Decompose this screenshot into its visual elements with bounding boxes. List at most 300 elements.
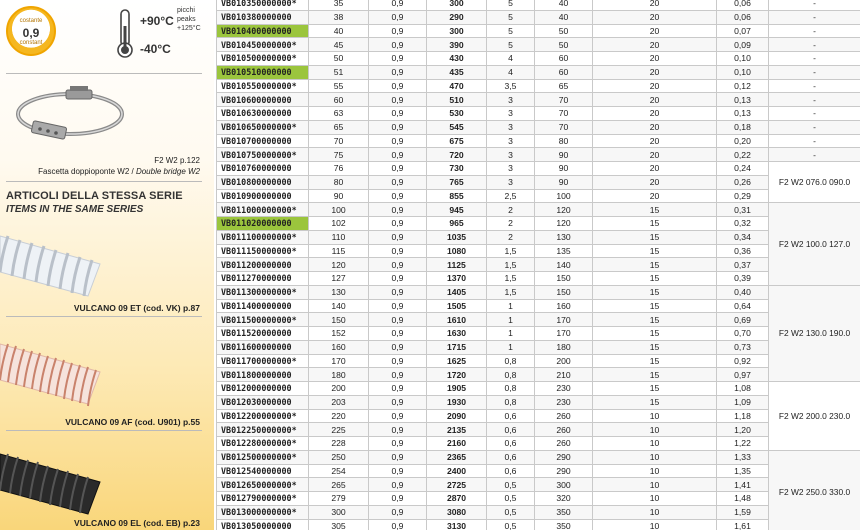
cell-wall-thickness: 0,9 <box>369 423 427 437</box>
cell-wall-thickness: 0,9 <box>369 492 427 506</box>
table-row[interactable] <box>217 505 860 519</box>
divider <box>6 181 202 182</box>
cell-mass: 0,10 <box>717 52 769 66</box>
table-row[interactable] <box>217 327 860 341</box>
cell-vacuum: 180 <box>535 340 593 354</box>
cell-pressure: 20 <box>593 52 717 66</box>
cell-wall-thickness: 0,9 <box>369 327 427 341</box>
cell-clamp-reference: - <box>769 24 860 38</box>
cell-vacuum: 230 <box>535 382 593 396</box>
table-row[interactable] <box>217 519 860 530</box>
cell-bend-radius: 0,5 <box>487 478 535 492</box>
cell-bend-radius: 3 <box>487 120 535 134</box>
cell-bend-radius: 0,6 <box>487 423 535 437</box>
table-row[interactable] <box>217 423 860 437</box>
table-row[interactable] <box>217 148 860 162</box>
cell-product-code[interactable]: VB011520000000 <box>217 327 309 341</box>
cell-product-code[interactable]: VB011700000000* <box>217 354 309 368</box>
cell-wall-thickness: 0,9 <box>369 354 427 368</box>
cell-vacuum: 90 <box>535 175 593 189</box>
cell-bend-radius: 5 <box>487 38 535 52</box>
cell-mass: 0,13 <box>717 93 769 107</box>
cell-vacuum: 100 <box>535 189 593 203</box>
table-row[interactable] <box>217 10 860 24</box>
hose-label-black[interactable]: VULCANO 09 EL (cod. EB) p.23 <box>74 518 200 528</box>
cell-vacuum: 65 <box>535 79 593 93</box>
table-row[interactable] <box>217 230 860 244</box>
cell-diameter: 60 <box>309 93 369 107</box>
cell-product-code[interactable]: VB011400000000 <box>217 299 309 313</box>
cell-bend-radius: 1 <box>487 299 535 313</box>
cell-pressure: 15 <box>593 203 717 217</box>
cell-diameter: 40 <box>309 24 369 38</box>
cell-pressure: 20 <box>593 107 717 121</box>
cell-clamp-reference: - <box>769 134 860 148</box>
cell-pressure: 15 <box>593 354 717 368</box>
cell-diameter: 55 <box>309 79 369 93</box>
cell-product-code[interactable]: VB010500000000* <box>217 52 309 66</box>
cell-product-code[interactable]: VB011270000000 <box>217 272 309 286</box>
cell-pressure: 10 <box>593 450 717 464</box>
cell-vacuum: 130 <box>535 230 593 244</box>
cell-pressure: 20 <box>593 79 717 93</box>
cell-weight: 510 <box>427 93 487 107</box>
cell-vacuum: 320 <box>535 492 593 506</box>
cell-diameter: 51 <box>309 65 369 79</box>
table-row[interactable] <box>217 93 860 107</box>
cell-weight: 945 <box>427 203 487 217</box>
table-row[interactable] <box>217 354 860 368</box>
cell-product-code[interactable]: VB013000000000* <box>217 505 309 519</box>
cell-wall-thickness: 0,9 <box>369 519 427 530</box>
table-row[interactable] <box>217 492 860 506</box>
cell-product-code[interactable]: VB010760000000 <box>217 162 309 176</box>
cell-weight: 3080 <box>427 505 487 519</box>
hose-image-pink <box>0 330 110 410</box>
cell-vacuum: 170 <box>535 327 593 341</box>
cell-bend-radius: 1,5 <box>487 244 535 258</box>
cell-diameter: 35 <box>309 0 369 10</box>
cell-clamp-reference: F2 W2 076.0 090.0 <box>769 162 860 203</box>
table-row[interactable] <box>217 65 860 79</box>
cell-diameter: 200 <box>309 382 369 396</box>
cell-mass: 0,09 <box>717 38 769 52</box>
cell-mass: 1,41 <box>717 478 769 492</box>
cell-pressure: 20 <box>593 10 717 24</box>
cell-mass: 1,18 <box>717 409 769 423</box>
product-table <box>216 0 860 530</box>
cell-mass: 0,26 <box>717 175 769 189</box>
cell-diameter: 300 <box>309 505 369 519</box>
cell-wall-thickness: 0,9 <box>369 340 427 354</box>
cell-bend-radius: 4 <box>487 52 535 66</box>
cell-product-code[interactable]: VB012650000000* <box>217 478 309 492</box>
clamp-code: F2 W2 p.122 <box>154 156 200 165</box>
cell-vacuum: 120 <box>535 217 593 231</box>
table-row[interactable] <box>217 272 860 286</box>
cell-product-code[interactable]: VB012540000000 <box>217 464 309 478</box>
cell-mass: 0,12 <box>717 79 769 93</box>
cell-diameter: 63 <box>309 107 369 121</box>
hose-image-black <box>0 440 110 520</box>
cell-mass: 1,59 <box>717 505 769 519</box>
cell-mass: 0,40 <box>717 285 769 299</box>
cell-product-code[interactable]: VB012030000000 <box>217 395 309 409</box>
cell-vacuum: 230 <box>535 395 593 409</box>
cell-pressure: 10 <box>593 478 717 492</box>
cell-vacuum: 200 <box>535 354 593 368</box>
cell-mass: 0,64 <box>717 299 769 313</box>
cell-mass: 0,07 <box>717 24 769 38</box>
cell-weight: 1370 <box>427 272 487 286</box>
badge-bottom-label: constant <box>19 40 43 46</box>
cell-mass: 1,35 <box>717 464 769 478</box>
cell-weight: 300 <box>427 24 487 38</box>
cell-product-code[interactable]: VB012790000000* <box>217 492 309 506</box>
cell-weight: 530 <box>427 107 487 121</box>
cell-product-code[interactable]: VB013050000000 <box>217 519 309 530</box>
divider <box>6 430 202 431</box>
cell-clamp-reference: - <box>769 38 860 52</box>
cell-weight: 1080 <box>427 244 487 258</box>
cell-wall-thickness: 0,9 <box>369 162 427 176</box>
cell-pressure: 15 <box>593 313 717 327</box>
cell-mass: 0,70 <box>717 327 769 341</box>
table-row[interactable] <box>217 120 860 134</box>
temp-max: +90°C <box>140 14 174 28</box>
cell-diameter: 180 <box>309 368 369 382</box>
cell-product-code[interactable]: VB011200000000 <box>217 258 309 272</box>
cell-pressure: 20 <box>593 65 717 79</box>
cell-product-code[interactable]: VB011100000000* <box>217 230 309 244</box>
cell-pressure: 10 <box>593 492 717 506</box>
cell-weight: 2135 <box>427 423 487 437</box>
cell-clamp-reference: - <box>769 120 860 134</box>
cell-mass: 1,22 <box>717 437 769 451</box>
cell-wall-thickness: 0,9 <box>369 244 427 258</box>
cell-diameter: 70 <box>309 134 369 148</box>
table-row[interactable] <box>217 38 860 52</box>
cell-product-code[interactable]: VB010900000000 <box>217 189 309 203</box>
cell-weight: 290 <box>427 10 487 24</box>
thickness-badge <box>6 6 56 56</box>
cell-pressure: 10 <box>593 519 717 530</box>
cell-weight: 855 <box>427 189 487 203</box>
cell-weight: 1930 <box>427 395 487 409</box>
cell-vacuum: 90 <box>535 162 593 176</box>
cell-wall-thickness: 0,9 <box>369 189 427 203</box>
cell-wall-thickness: 0,9 <box>369 285 427 299</box>
cell-diameter: 110 <box>309 230 369 244</box>
table-row[interactable] <box>217 134 860 148</box>
cell-diameter: 228 <box>309 437 369 451</box>
cell-vacuum: 260 <box>535 437 593 451</box>
cell-mass: 0,97 <box>717 368 769 382</box>
cell-pressure: 10 <box>593 505 717 519</box>
cell-diameter: 75 <box>309 148 369 162</box>
table-row[interactable] <box>217 175 860 189</box>
cell-mass: 0,34 <box>717 230 769 244</box>
cell-bend-radius: 1 <box>487 327 535 341</box>
cell-bend-radius: 1,5 <box>487 285 535 299</box>
cell-product-code[interactable]: VB010750000000* <box>217 148 309 162</box>
cell-product-code[interactable]: VB010400000000 <box>217 24 309 38</box>
cell-pressure: 15 <box>593 395 717 409</box>
cell-bend-radius: 1,5 <box>487 272 535 286</box>
cell-bend-radius: 3 <box>487 148 535 162</box>
cell-mass: 0,32 <box>717 217 769 231</box>
cell-vacuum: 60 <box>535 65 593 79</box>
cell-product-code[interactable]: VB011800000000 <box>217 368 309 382</box>
cell-weight: 1715 <box>427 340 487 354</box>
cell-pressure: 10 <box>593 409 717 423</box>
badge-value: 0,9 <box>22 26 40 40</box>
table-row[interactable] <box>217 437 860 451</box>
table-row[interactable] <box>217 24 860 38</box>
cell-product-code[interactable]: VB010650000000* <box>217 120 309 134</box>
cell-diameter: 80 <box>309 175 369 189</box>
divider <box>6 316 202 317</box>
table-row[interactable] <box>217 217 860 231</box>
cell-product-code[interactable]: VB012280000000* <box>217 437 309 451</box>
table-row[interactable] <box>217 478 860 492</box>
cell-mass: 0,29 <box>717 189 769 203</box>
cell-bend-radius: 3 <box>487 162 535 176</box>
cell-weight: 390 <box>427 38 487 52</box>
cell-clamp-reference: - <box>769 148 860 162</box>
cell-bend-radius: 0,8 <box>487 354 535 368</box>
cell-diameter: 152 <box>309 327 369 341</box>
cell-product-code[interactable]: VB010800000000 <box>217 175 309 189</box>
cell-weight: 470 <box>427 79 487 93</box>
cell-product-code[interactable]: VB011300000000* <box>217 285 309 299</box>
hose-label-pink[interactable]: VULCANO 09 AF (cod. U901) p.55 <box>65 417 200 427</box>
cell-bend-radius: 4 <box>487 65 535 79</box>
cell-product-code[interactable]: VB010550000000* <box>217 79 309 93</box>
cell-mass: 0,13 <box>717 107 769 121</box>
cell-bend-radius: 0,8 <box>487 368 535 382</box>
cell-diameter: 305 <box>309 519 369 530</box>
cell-pressure: 20 <box>593 38 717 52</box>
cell-diameter: 76 <box>309 162 369 176</box>
cell-mass: 0,10 <box>717 65 769 79</box>
cell-pressure: 15 <box>593 382 717 396</box>
cell-wall-thickness: 0,9 <box>369 382 427 396</box>
cell-bend-radius: 3 <box>487 175 535 189</box>
table-row[interactable] <box>217 382 860 396</box>
cell-diameter: 203 <box>309 395 369 409</box>
cell-pressure: 20 <box>593 93 717 107</box>
table-row[interactable] <box>217 203 860 217</box>
cell-pressure: 20 <box>593 0 717 10</box>
cell-diameter: 220 <box>309 409 369 423</box>
divider <box>6 73 202 74</box>
cell-wall-thickness: 0,9 <box>369 38 427 52</box>
cell-vacuum: 300 <box>535 478 593 492</box>
cell-vacuum: 260 <box>535 409 593 423</box>
cell-vacuum: 90 <box>535 148 593 162</box>
cell-wall-thickness: 0,9 <box>369 10 427 24</box>
cell-product-code[interactable]: VB010380000000 <box>217 10 309 24</box>
table-row[interactable] <box>217 450 860 464</box>
cell-vacuum: 350 <box>535 519 593 530</box>
cell-vacuum: 170 <box>535 313 593 327</box>
cell-diameter: 120 <box>309 258 369 272</box>
table-row[interactable] <box>217 368 860 382</box>
cell-wall-thickness: 0,9 <box>369 464 427 478</box>
cell-vacuum: 210 <box>535 368 593 382</box>
table-row[interactable] <box>217 162 860 176</box>
cell-pressure: 15 <box>593 340 717 354</box>
cell-bend-radius: 0,8 <box>487 382 535 396</box>
cell-pressure: 20 <box>593 189 717 203</box>
cell-wall-thickness: 0,9 <box>369 505 427 519</box>
cell-diameter: 127 <box>309 272 369 286</box>
cell-product-code[interactable]: VB011000000000* <box>217 203 309 217</box>
cell-product-code[interactable]: VB012250000000* <box>217 423 309 437</box>
cell-vacuum: 50 <box>535 24 593 38</box>
cell-weight: 1610 <box>427 313 487 327</box>
cell-product-code[interactable]: VB010600000000 <box>217 93 309 107</box>
table-row[interactable] <box>217 0 860 10</box>
cell-product-code[interactable]: VB012500000000* <box>217 450 309 464</box>
cell-wall-thickness: 0,9 <box>369 107 427 121</box>
cell-product-code[interactable]: VB011150000000* <box>217 244 309 258</box>
cell-vacuum: 40 <box>535 10 593 24</box>
cell-bend-radius: 1,5 <box>487 258 535 272</box>
cell-weight: 1405 <box>427 285 487 299</box>
table-row[interactable] <box>217 52 860 66</box>
cell-product-code[interactable]: VB010450000000* <box>217 38 309 52</box>
cell-bend-radius: 0,5 <box>487 505 535 519</box>
cell-mass: 0,20 <box>717 134 769 148</box>
cell-pressure: 20 <box>593 148 717 162</box>
cell-wall-thickness: 0,9 <box>369 313 427 327</box>
cell-diameter: 45 <box>309 38 369 52</box>
cell-wall-thickness: 0,9 <box>369 450 427 464</box>
table-row[interactable] <box>217 285 860 299</box>
table-row[interactable] <box>217 299 860 313</box>
cell-bend-radius: 5 <box>487 10 535 24</box>
temp-peaks: picchi peaks +125°C <box>177 7 201 32</box>
cell-product-code[interactable]: VB011500000000* <box>217 313 309 327</box>
cell-mass: 0,31 <box>717 203 769 217</box>
cell-bend-radius: 0,8 <box>487 395 535 409</box>
cell-vacuum: 150 <box>535 272 593 286</box>
hose-label-clear[interactable]: VULCANO 09 ET (cod. VK) p.87 <box>73 303 200 313</box>
cell-weight: 675 <box>427 134 487 148</box>
cell-vacuum: 150 <box>535 285 593 299</box>
cell-bend-radius: 5 <box>487 0 535 10</box>
cell-weight: 1125 <box>427 258 487 272</box>
table-row[interactable] <box>217 395 860 409</box>
cell-diameter: 140 <box>309 299 369 313</box>
cell-wall-thickness: 0,9 <box>369 93 427 107</box>
cell-bend-radius: 3 <box>487 107 535 121</box>
cell-product-code[interactable]: VB010630000000 <box>217 107 309 121</box>
table-row[interactable] <box>217 258 860 272</box>
cell-vacuum: 70 <box>535 120 593 134</box>
cell-product-code[interactable]: VB010510000000 <box>217 65 309 79</box>
cell-vacuum: 160 <box>535 299 593 313</box>
cell-weight: 720 <box>427 148 487 162</box>
cell-vacuum: 350 <box>535 505 593 519</box>
cell-diameter: 225 <box>309 423 369 437</box>
hose-clamp-image <box>10 84 140 154</box>
cell-clamp-reference: F2 W2 100.0 127.0 <box>769 203 860 286</box>
table-row[interactable] <box>217 244 860 258</box>
table-row[interactable] <box>217 340 860 354</box>
cell-mass: 1,09 <box>717 395 769 409</box>
cell-product-code[interactable]: VB011600000000 <box>217 340 309 354</box>
table-row[interactable] <box>217 189 860 203</box>
cell-weight: 435 <box>427 65 487 79</box>
cell-weight: 545 <box>427 120 487 134</box>
table-row[interactable] <box>217 79 860 93</box>
cell-pressure: 10 <box>593 464 717 478</box>
cell-weight: 300 <box>427 0 487 10</box>
cell-bend-radius: 0,5 <box>487 492 535 506</box>
table-row[interactable] <box>217 107 860 121</box>
cell-product-code[interactable]: VB011020000000 <box>217 217 309 231</box>
cell-diameter: 265 <box>309 478 369 492</box>
cell-pressure: 15 <box>593 327 717 341</box>
product-table-container <box>216 0 860 530</box>
cell-weight: 2090 <box>427 409 487 423</box>
cell-mass: 1,61 <box>717 519 769 530</box>
cell-pressure: 15 <box>593 368 717 382</box>
cell-vacuum: 290 <box>535 450 593 464</box>
cell-bend-radius: 0,6 <box>487 450 535 464</box>
cell-bend-radius: 3 <box>487 134 535 148</box>
cell-weight: 430 <box>427 52 487 66</box>
cell-bend-radius: 2,5 <box>487 189 535 203</box>
cell-wall-thickness: 0,9 <box>369 134 427 148</box>
cell-mass: 1,20 <box>717 423 769 437</box>
cell-product-code[interactable]: VB012000000000 <box>217 382 309 396</box>
cell-clamp-reference: - <box>769 52 860 66</box>
cell-pressure: 15 <box>593 258 717 272</box>
table-row[interactable] <box>217 409 860 423</box>
cell-diameter: 65 <box>309 120 369 134</box>
cell-bend-radius: 2 <box>487 217 535 231</box>
cell-weight: 1505 <box>427 299 487 313</box>
cell-vacuum: 70 <box>535 93 593 107</box>
cell-wall-thickness: 0,9 <box>369 175 427 189</box>
cell-wall-thickness: 0,9 <box>369 65 427 79</box>
cell-vacuum: 140 <box>535 258 593 272</box>
cell-wall-thickness: 0,9 <box>369 52 427 66</box>
temp-min: -40°C <box>140 42 171 56</box>
cell-product-code[interactable]: VB010700000000 <box>217 134 309 148</box>
series-title: ARTICOLI DELLA STESSA SERIE <box>6 190 183 202</box>
cell-weight: 965 <box>427 217 487 231</box>
cell-bend-radius: 0,6 <box>487 409 535 423</box>
cell-bend-radius: 2 <box>487 230 535 244</box>
clamp-description: Fascetta doppioponte W2 / Double bridge W2 <box>38 167 200 176</box>
cell-product-code[interactable]: VB012200000000* <box>217 409 309 423</box>
cell-mass: 0,69 <box>717 313 769 327</box>
cell-mass: 0,24 <box>717 162 769 176</box>
cell-product-code[interactable]: VB010350000000* <box>217 0 309 10</box>
cell-wall-thickness: 0,9 <box>369 0 427 10</box>
hose-image-clear <box>0 222 110 302</box>
cell-bend-radius: 1 <box>487 340 535 354</box>
table-row[interactable] <box>217 313 860 327</box>
cell-wall-thickness: 0,9 <box>369 148 427 162</box>
cell-diameter: 50 <box>309 52 369 66</box>
table-row[interactable] <box>217 464 860 478</box>
